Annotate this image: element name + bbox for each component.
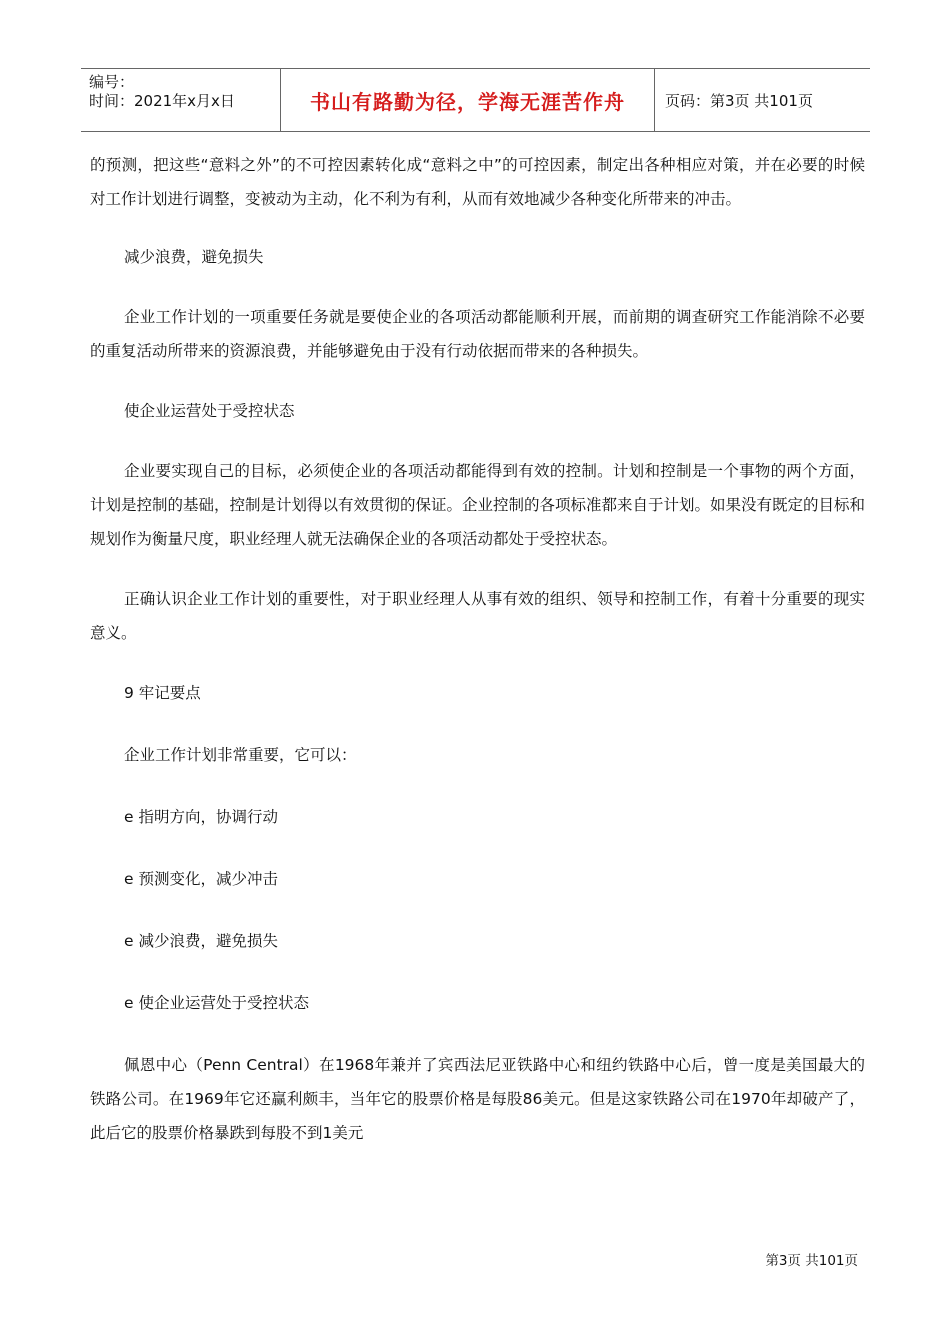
list-item: e 指明方向，协调行动	[124, 808, 278, 826]
header-motto-cell	[281, 69, 655, 131]
header-page-cell	[655, 69, 870, 131]
page-header	[81, 68, 870, 132]
list-intro: 企业工作计划非常重要，它可以：	[124, 746, 357, 764]
body-paragraph: 企业要实现自己的目标，必须使企业的各项活动都能得到有效的控制。计划和控制是一个事物的两个方面，计划是控制的基础，控制是计划得以有效贯彻的保证。企业控制的各项标准都来自于计划。如果没有既定的目标和规划作为衡量尺度，职业经理人就无法确保企业的各项活动都处于受控状态。	[90, 462, 866, 548]
list-item: e 使企业运营处于受控状态	[124, 994, 309, 1012]
body-paragraph: 正确认识企业工作计划的重要性，对于职业经理人从事有效的组织、领导和控制工作，有着十分重要的现实意义。	[90, 590, 865, 642]
document-body	[90, 146, 865, 1150]
header-motto: 书山有路勤为径，学海无涯苦作舟	[310, 89, 625, 114]
list-item: e 预测变化，减少冲击	[124, 870, 278, 888]
body-paragraph: 企业工作计划的一项重要任务就是要使企业的各项活动都能顺利开展，而前期的调查研究工作能消除不必要的重复活动所带来的资源浪费，并能够避免由于没有行动依据而带来的各种损失。	[90, 308, 865, 360]
page-footer: 第3页 共101页	[765, 1253, 858, 1269]
document-number-label: 编号：	[89, 73, 135, 91]
section-heading: 使企业运营处于受控状态	[124, 402, 295, 420]
body-paragraph: 佩恩中心（Penn Central）在1968年兼并了宾西法尼亚铁路中心和纽约铁路中心后，曾一度是美国最大的铁路公司。在1969年它还赢利颇丰，当年它的股票价格是每股86美元。但是这家铁路公司在1970年却破产了，此后它的股票价格暴跌到每股不到1美元	[90, 1056, 865, 1142]
header-page-info: 页码：第3页 共101页	[665, 91, 813, 110]
list-item: e 减少浪费，避免损失	[124, 932, 278, 950]
section-heading: 减少浪费，避免损失	[124, 248, 264, 266]
document-date: 时间：2021年x月x日	[89, 92, 235, 110]
header-meta-cell	[81, 69, 281, 131]
body-paragraph: 的预测，把这些“意料之外”的不可控因素转化成“意料之中”的可控因素，制定出各种相应对策，并在必要的时候对工作计划进行调整，变被动为主动，化不利为有利，从而有效地减少各种变化所带来的冲击。	[90, 156, 865, 208]
key-points-heading: 9 牢记要点	[124, 684, 201, 702]
